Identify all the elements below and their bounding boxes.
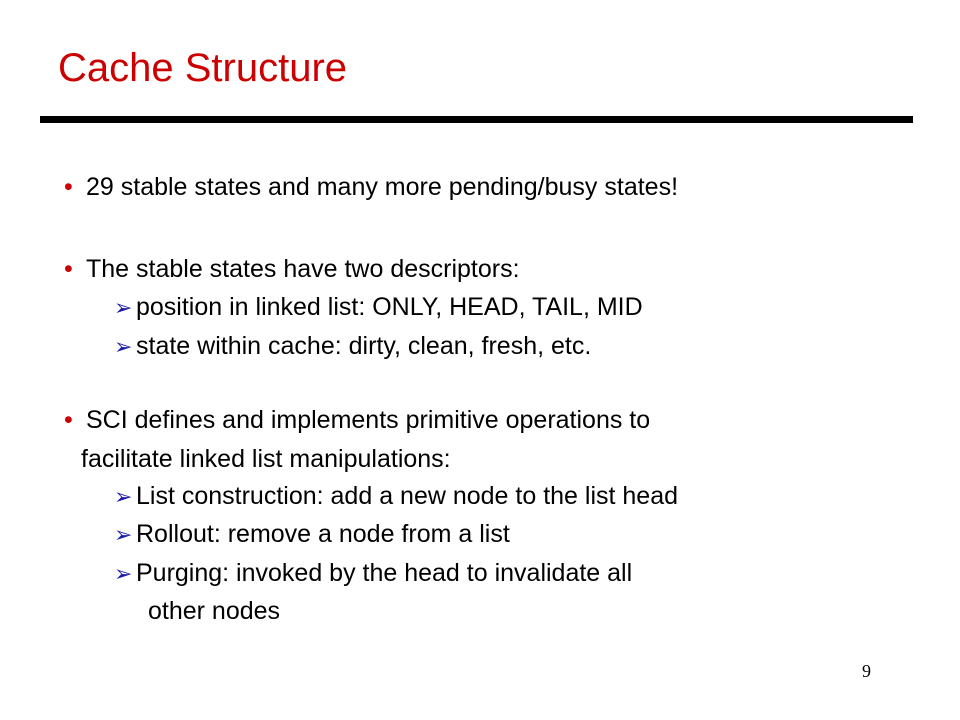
sub-bullet-item	[114, 292, 643, 322]
sub-bullet-item	[114, 331, 591, 361]
bullet-item	[64, 405, 650, 435]
sub-bullet-text: position in linked list: ONLY, HEAD, TAIL, MID	[136, 293, 643, 321]
bullet-text: SCI defines and implements primitive operations to	[86, 406, 651, 434]
sub-bullet-continuation: other nodes	[148, 597, 281, 625]
sub-bullet-text: List construction: add a new node to the list head	[136, 482, 679, 510]
sub-bullet-item	[114, 519, 510, 549]
bullet-icon: •	[64, 255, 73, 283]
title-divider	[40, 116, 913, 123]
bullet-continuation: facilitate linked list manipulations:	[81, 445, 451, 473]
bullet-item	[64, 254, 520, 284]
arrow-bullet-icon: ➢	[114, 295, 133, 320]
sub-bullet-item	[114, 481, 678, 511]
bullet-text: The stable states have two descriptors:	[86, 255, 520, 283]
arrow-bullet-icon: ➢	[114, 561, 133, 586]
bullet-text: 29 stable states and many more pending/busy states!	[86, 173, 679, 201]
sub-bullet-item	[114, 558, 632, 588]
page-number: 9	[862, 661, 871, 681]
bullet-item	[64, 172, 678, 202]
sub-bullet-text: Rollout: remove a node from a list	[136, 520, 510, 548]
bullet-icon: •	[64, 173, 73, 201]
slide-title: Cache Structure	[58, 46, 348, 90]
sub-bullet-text: state within cache: dirty, clean, fresh, etc.	[136, 332, 592, 360]
arrow-bullet-icon: ➢	[114, 484, 133, 509]
arrow-bullet-icon: ➢	[114, 522, 133, 547]
sub-bullet-text: Purging: invoked by the head to invalidate all	[136, 559, 633, 587]
arrow-bullet-icon: ➢	[114, 334, 133, 359]
bullet-icon: •	[64, 406, 73, 434]
